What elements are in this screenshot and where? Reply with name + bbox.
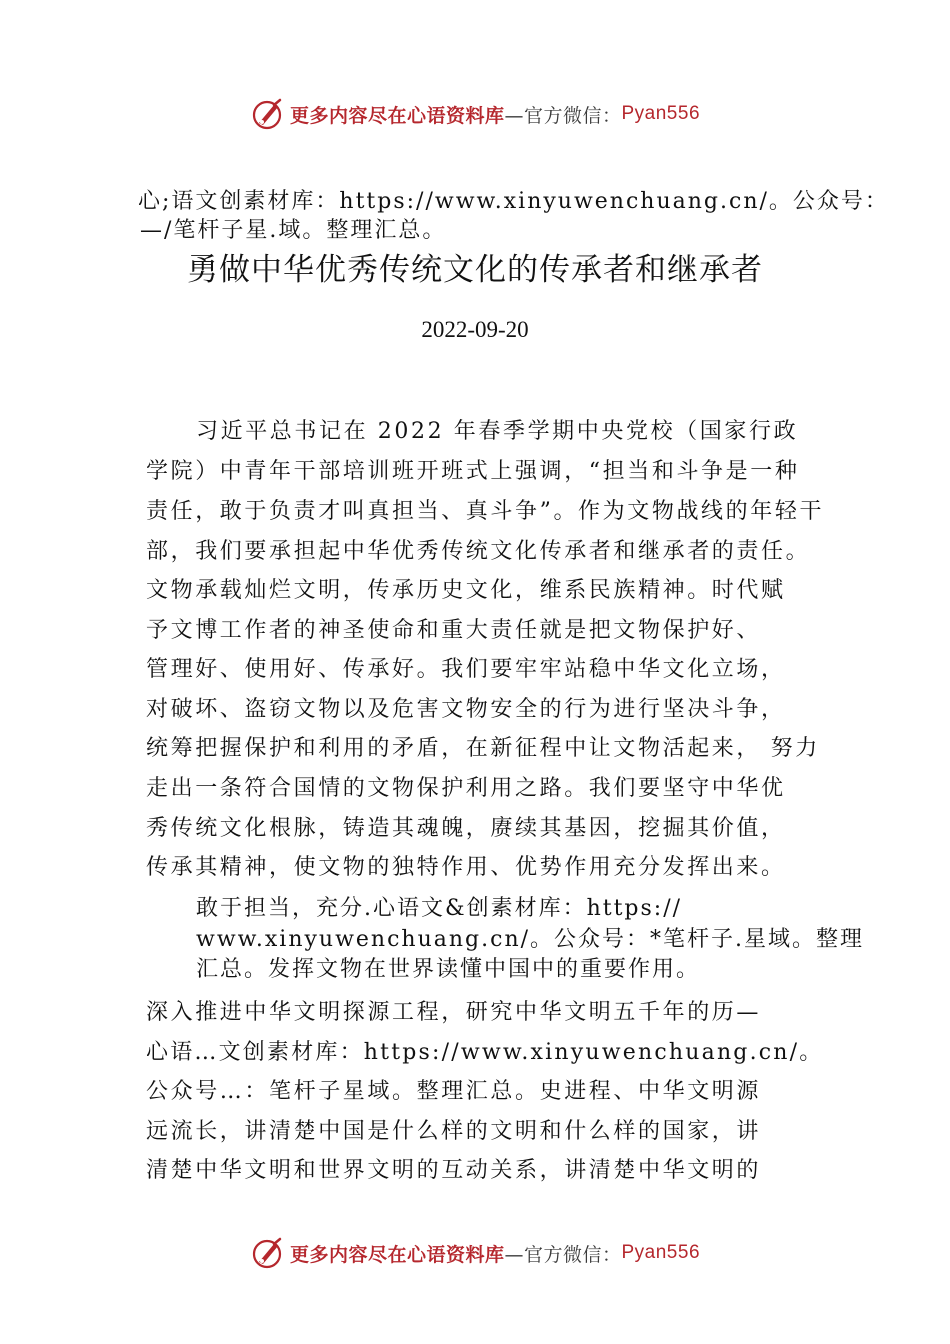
banner-brand-text: 更多内容尽在心语资料库	[289, 104, 505, 127]
header-line-1: 心;语文创素材库：https://www.xinyuwenchuang.cn/。公众号：	[138, 189, 889, 214]
paragraph1-line: 管理好、使用好、传承好。我们要牢牢站稳中华文化立场，	[146, 657, 786, 682]
paragraph1-line: 责任，敢于负责才叫真担当、真斗争”。作为文物战线的年轻干	[146, 499, 825, 524]
paragraph1-line: 对破坏、盗窃文物以及危害文物安全的行为进行坚决斗争，	[146, 697, 786, 722]
paragraph1-line: 部，我们要承担起中华优秀传统文化传承者和继承者的责任。	[146, 539, 811, 564]
paragraph1-line: 走出一条符合国情的文物保护利用之路。我们要坚守中华优	[146, 776, 786, 801]
banner-wechat-handle: Pyan556	[621, 1242, 701, 1263]
paragraph2-line: 清楚中华文明和世界文明的互动关系，讲清楚中华文明的	[146, 1158, 762, 1183]
paragraph1-line: 予文博工作者的神圣使命和重大责任就是把文物保护好、	[146, 618, 762, 643]
indented-block-line: www.xinyuwenchuang.cn/。公众号：*笔杆子.星域。整理	[196, 927, 865, 952]
paragraph2-line: 公众号…：笔杆子星域。整理汇总。史进程、中华文明源	[146, 1079, 762, 1104]
paragraph1-line: 秀传统文化根脉，铸造其魂魄，赓续其基因，挖掘其价值，	[146, 816, 786, 841]
paragraph1-line: 学院）中青年干部培训班开班式上强调，“担当和斗争是一种	[146, 459, 800, 484]
banner-official-text: —官方微信：	[504, 1243, 622, 1266]
banner-brand-text: 更多内容尽在心语资料库	[289, 1243, 505, 1266]
bottom-watermark-banner	[0, 1233, 950, 1273]
paragraph2-line: 远流长，讲清楚中国是什么样的文明和什么样的国家，讲	[146, 1119, 762, 1144]
paragraph1-line: 传承其精神，使文物的独特作用、优势作用充分发挥出来。	[146, 855, 786, 880]
article-title: 勇做中华优秀传统文化的传承者和继承者	[187, 252, 763, 288]
paragraph1-line: 习近平总书记在 2022 年春季学期中央党校（国家行政	[196, 419, 799, 444]
banner-official-text: —官方微信：	[504, 104, 622, 127]
article-date: 2022-09-20	[421, 317, 529, 342]
banner-wechat-handle: Pyan556	[621, 103, 701, 124]
indented-block-line: 汇总。发挥文物在世界读懂中国中的重要作用。	[196, 957, 701, 982]
indented-block-line: 敢于担当，充分.心语文&创素材库：https://	[196, 896, 683, 921]
paragraph1-line: 统筹把握保护和利用的矛盾，在新征程中让文物活起来， 努力	[146, 736, 820, 761]
paragraph1-line: 文物承载灿烂文明，传承历史文化，维系民族精神。时代赋	[146, 578, 786, 603]
header-line-2: —/笔杆子星.域。整理汇总。	[140, 218, 447, 243]
paragraph2-line: 深入推进中华文明探源工程，研究中华文明五千年的历—	[146, 1000, 762, 1025]
pen-logo-icon	[250, 96, 286, 132]
pen-logo-icon	[250, 1235, 286, 1271]
top-watermark-banner	[0, 94, 950, 134]
paragraph2-line: 心语…文创素材库：https://www.xinyuwenchuang.cn/。	[146, 1040, 824, 1065]
